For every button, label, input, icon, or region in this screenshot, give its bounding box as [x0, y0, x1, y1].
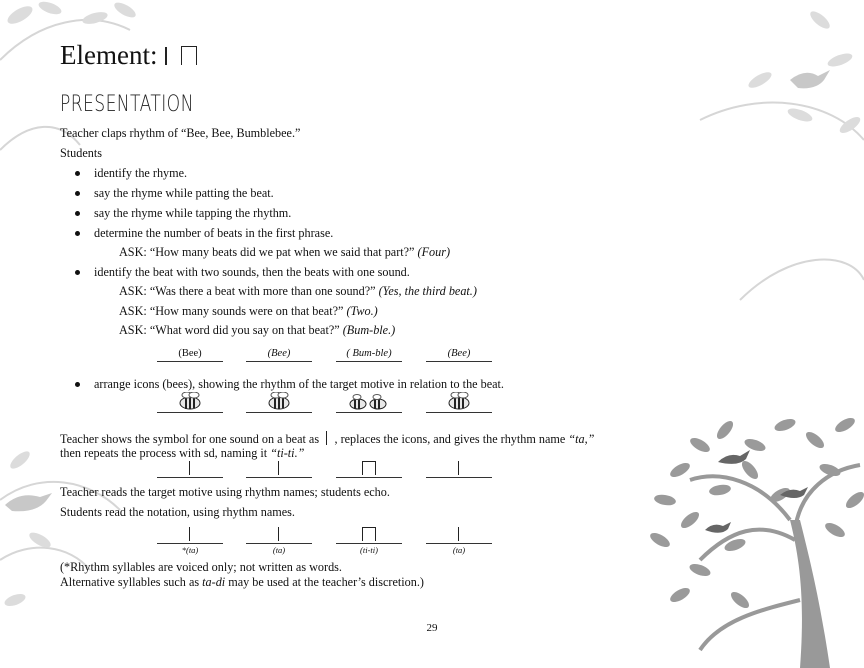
ask-2-answer: (Yes, the third beat.) — [378, 284, 477, 298]
notation-blank — [426, 523, 492, 544]
section-heading: PRESENTATION — [60, 92, 194, 117]
ask-3-question: ASK: “How many sounds were on that beat?” — [119, 304, 344, 318]
bee-blank — [336, 392, 402, 413]
notation-blank — [157, 457, 223, 478]
para-1-text-d: then repeats the process with sd, naming it — [60, 446, 268, 460]
beat-blank — [426, 341, 492, 362]
rhythm-name: (ta) — [272, 545, 286, 555]
para-1-text-b: , replaces the icons, and gives the rhythm name — [334, 432, 566, 446]
note-line-2 — [60, 575, 424, 590]
students-label: Students — [60, 146, 102, 160]
quarter-note-symbol — [189, 461, 190, 475]
quarter-note-symbol — [278, 461, 279, 475]
para-1-text-e: “ti-ti.” — [270, 446, 305, 460]
ask-3-answer: (Two.) — [346, 304, 378, 318]
bullet-dot — [75, 382, 80, 387]
bee-icon — [446, 392, 472, 410]
rhythm-name: (ta) — [452, 545, 466, 555]
note-text-b: ta-di — [202, 575, 226, 589]
bullet-dot — [75, 270, 80, 275]
bee-blank — [246, 392, 312, 413]
bee-blank — [426, 392, 492, 413]
notation-blank — [246, 457, 312, 478]
eighth-pair-symbol — [362, 527, 376, 541]
para-3: Students read the notation, using rhythm names. — [60, 505, 295, 519]
quarter-note-symbol — [165, 47, 166, 65]
notation-blank — [157, 523, 223, 544]
beat-word: ( Bum-ble) — [346, 348, 392, 359]
quarter-note-symbol — [326, 431, 327, 445]
title-text: Element: — [60, 40, 158, 70]
bullet-6: arrange icons (bees), showing the rhythm of the target motive in relation to the beat. — [94, 377, 504, 391]
para-1-text-c: “ta,” — [568, 432, 595, 446]
ask-1 — [119, 245, 450, 260]
bullet-1: identify the rhyme. — [94, 166, 188, 180]
quarter-note-symbol — [458, 461, 459, 475]
bullet-dot — [75, 171, 80, 176]
note-text-c: may be used at the teacher’s discretion.) — [228, 575, 424, 589]
two-bees-icon — [348, 394, 390, 410]
bullet-dot — [75, 231, 80, 236]
ask-1-question: ASK: “How many beats did we pat when we said that part?” — [119, 245, 415, 259]
eighth-pair-symbol — [362, 461, 376, 475]
ask-2-question: ASK: “Was there a beat with more than one sound?” — [119, 284, 376, 298]
para-1-text-a: Teacher shows the symbol for one sound on a beat as — [60, 432, 320, 446]
bullet-3: say the rhyme while tapping the rhythm. — [94, 206, 292, 220]
notation-blank — [336, 457, 402, 478]
element-title — [60, 40, 197, 71]
quarter-note-symbol — [278, 527, 279, 541]
rhythm-name: (ti-ti) — [360, 545, 378, 555]
bullet-dot — [75, 211, 80, 216]
note-text-a: Alternative syllables such as — [60, 575, 200, 589]
bee-blank — [157, 392, 223, 413]
ask-3 — [119, 304, 378, 319]
ask-4 — [119, 323, 395, 338]
para-1-line-1 — [60, 431, 594, 447]
beat-word: (Bee) — [447, 348, 471, 359]
para-2: Teacher reads the target motive using rhythm names; students echo. — [60, 485, 390, 499]
bullet-4: determine the number of beats in the first phrase. — [94, 226, 334, 240]
rhythm-name: *(ta) — [181, 545, 199, 555]
page-number: 29 — [426, 622, 438, 634]
notation-blank — [246, 523, 312, 544]
bullet-dot — [75, 191, 80, 196]
bee-icon — [177, 392, 203, 410]
notation-blank — [426, 457, 492, 478]
bee-icon — [266, 392, 292, 410]
note-line-1: (*Rhythm syllables are voiced only; not written as words. — [60, 560, 342, 574]
beat-word: (Bee) — [267, 348, 291, 359]
quarter-note-symbol — [458, 527, 459, 541]
ask-2 — [119, 284, 477, 299]
ask-1-answer: (Four) — [417, 245, 451, 259]
beat-blank — [157, 341, 223, 362]
beat-blank — [336, 341, 402, 362]
bullet-2: say the rhyme while patting the beat. — [94, 186, 274, 200]
ask-4-answer: (Bum-ble.) — [342, 323, 396, 337]
notation-blank — [336, 523, 402, 544]
quarter-note-symbol — [189, 527, 190, 541]
ask-4-question: ASK: “What word did you say on that beat?” — [119, 323, 340, 337]
bullet-5: identify the beat with two sounds, then the beats with one sound. — [94, 265, 410, 279]
beat-word: (Bee) — [178, 348, 202, 359]
intro-text: Teacher claps rhythm of “Bee, Bee, Bumblebee.” — [60, 126, 301, 140]
eighth-pair-symbol — [181, 46, 197, 65]
beat-blank — [246, 341, 312, 362]
